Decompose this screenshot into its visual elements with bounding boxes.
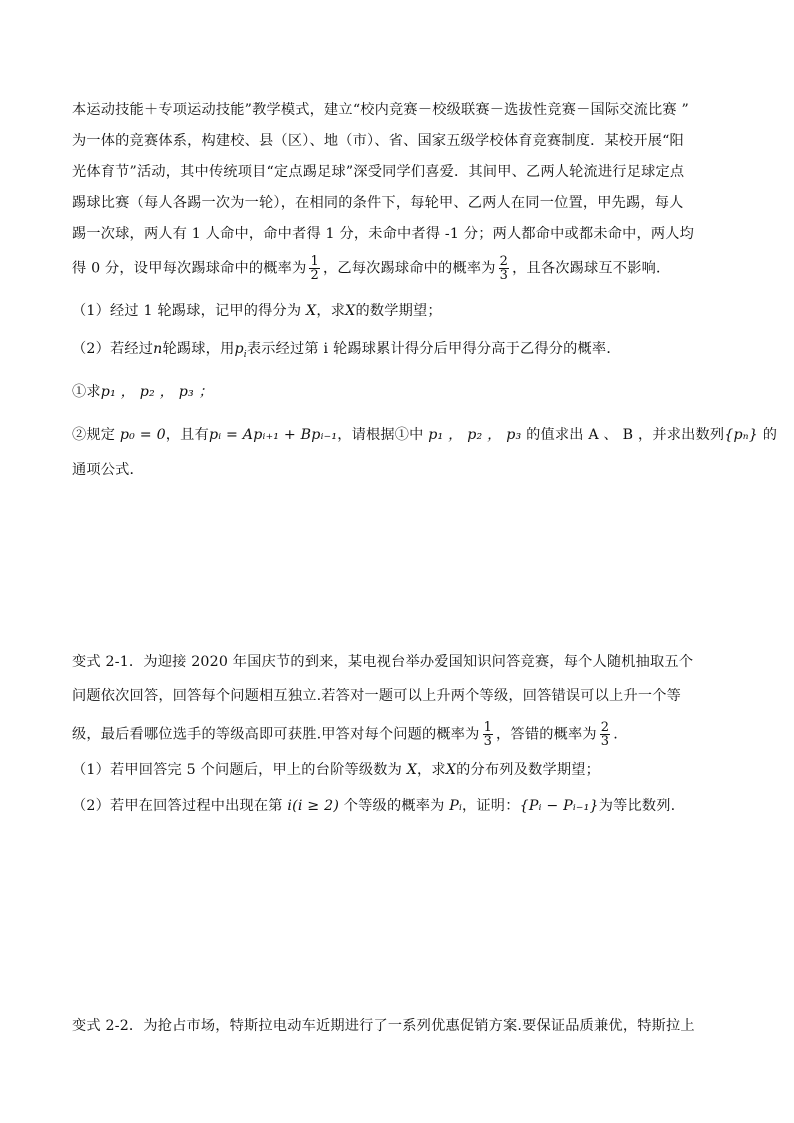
frac-den: 3 (483, 734, 493, 749)
math-sub: i (243, 349, 247, 360)
text: . (613, 726, 618, 743)
frac-num: 1 (483, 720, 493, 735)
text: 表示经过第 i 轮踢球累计得分后甲得分高于乙得分的概率． (246, 341, 621, 357)
text: 个等级的概率为 (343, 798, 445, 814)
variant-1-question-2 (72, 796, 675, 816)
text: ，且有 (165, 427, 209, 443)
fraction-one-third (483, 721, 493, 748)
math-expr: p₀ = 0 (119, 427, 166, 443)
text: ，求 (417, 762, 446, 778)
problem-line-1: 本运动技能＋专项运动技能”教学模式，建立“校内竞赛－校级联赛－选拔性竞赛－国际交流比赛 ” (72, 102, 689, 118)
text: （2）若经过 (72, 341, 154, 357)
text: （1）经过 1 轮踢球，记甲的得分为 (72, 303, 302, 319)
text: ②规定 (72, 427, 116, 443)
text: ，请根据①中 (337, 427, 424, 443)
math-expr: pᵢ = Apᵢ₊₁ + Bpᵢ₋₁ (208, 427, 338, 443)
math-expr: {Pᵢ − Pᵢ₋₁} (519, 798, 599, 814)
text: 的数学期望； (355, 303, 442, 319)
text: ，乙每次踢球命中的概率为 (322, 260, 496, 277)
text: 得 0 分，设甲每次踢球命中的概率为 (72, 260, 307, 277)
math-expr: Pᵢ (449, 798, 463, 814)
text: （1）若甲回答完 5 个问题后，甲上的台阶等级数为 (72, 762, 403, 778)
math-expr: i(i ≥ 2) (287, 798, 340, 814)
text: ①求 (72, 384, 101, 400)
frac-num: 2 (600, 720, 610, 735)
variant-1-question-1 (72, 760, 600, 780)
frac-num: 1 (310, 254, 319, 269)
frac-den: 3 (600, 734, 610, 749)
text: ，求 (316, 303, 346, 319)
math-var: X (345, 303, 356, 319)
subquestion-2 (72, 425, 777, 445)
problem-line-2: 为一体的竞赛体系，构建校、县（区）、地（市）、省、国家五级学校体育竞赛制度．某校开展“阳 (72, 133, 684, 149)
subquestion-2-line-2: 通项公式． (72, 462, 144, 478)
problem-line-5: 踢一次球，两人有 1 人命中，命中者得 1 分，未命中者得 -1 分；两人都命中或都未命中，两人均 (72, 226, 695, 242)
fraction-two-thirds (600, 721, 610, 748)
math-var: X (445, 762, 457, 778)
text: 的分布列及数学期望； (456, 762, 601, 778)
text: 级，最后看哪位选手的等级高即可获胜.甲答对每个问题的概率为 (72, 726, 480, 743)
question-2 (72, 339, 621, 365)
variant-1-line-1: 变式 2-1．为迎接 2020 年国庆节的到来，某电视台举办爱国知识问答竞赛，每个人随机抽取五个 (72, 654, 694, 670)
problem-line-3: 光体育节”活动，其中传统项目“定点踢足球”深受同学们喜爱．其间甲、乙两人轮流进行足球定点 (72, 164, 685, 180)
frac-num: 2 (499, 254, 509, 269)
math-expr: {pₙ} (724, 427, 758, 443)
math-var: n (153, 341, 163, 357)
math-var: p (234, 341, 244, 357)
text: ，证明： (462, 798, 520, 814)
math-expr: p₁ ， p₂ ， p₃ ； (100, 384, 214, 400)
variant-1-line-2: 问题依次回答，回答每个问题相互独立.若答对一题可以上升两个等级，回答错误可以上升一个等 (72, 688, 681, 704)
variant-1-line-3 (72, 721, 618, 748)
fraction-two-thirds (499, 255, 509, 282)
text: （2）若甲在回答过程中出现在第 (72, 798, 283, 814)
fraction-one-half (309, 255, 319, 282)
frac-den: 3 (499, 268, 509, 283)
math-var: X (306, 303, 317, 319)
text: 的 (762, 427, 778, 443)
text: 的值求出 A 、 B ，并求出数列 (526, 427, 725, 443)
math-expr: p₁ ， p₂ ， p₃ (428, 427, 522, 443)
subquestion-1 (72, 382, 213, 402)
variant-2-line-1: 变式 2-2．为抢占市场，特斯拉电动车近期进行了一系列优惠促销方案.要保证品质兼优，特斯拉上 (72, 1018, 695, 1034)
problem-line-4: 踢球比赛（每人各踢一次为一轮），在相同的条件下，每轮甲、乙两人在同一位置，甲先踢，每人 (72, 195, 684, 211)
text: ，且各次踢球互不影响． (512, 260, 671, 277)
math-var: X (406, 762, 418, 778)
problem-line-6 (72, 255, 670, 282)
text: ，答错的概率为 (496, 726, 597, 743)
question-1 (72, 301, 442, 321)
frac-den: 2 (310, 268, 319, 283)
text: 为等比数列. (598, 798, 676, 814)
text: 轮踢球，用 (162, 341, 235, 357)
